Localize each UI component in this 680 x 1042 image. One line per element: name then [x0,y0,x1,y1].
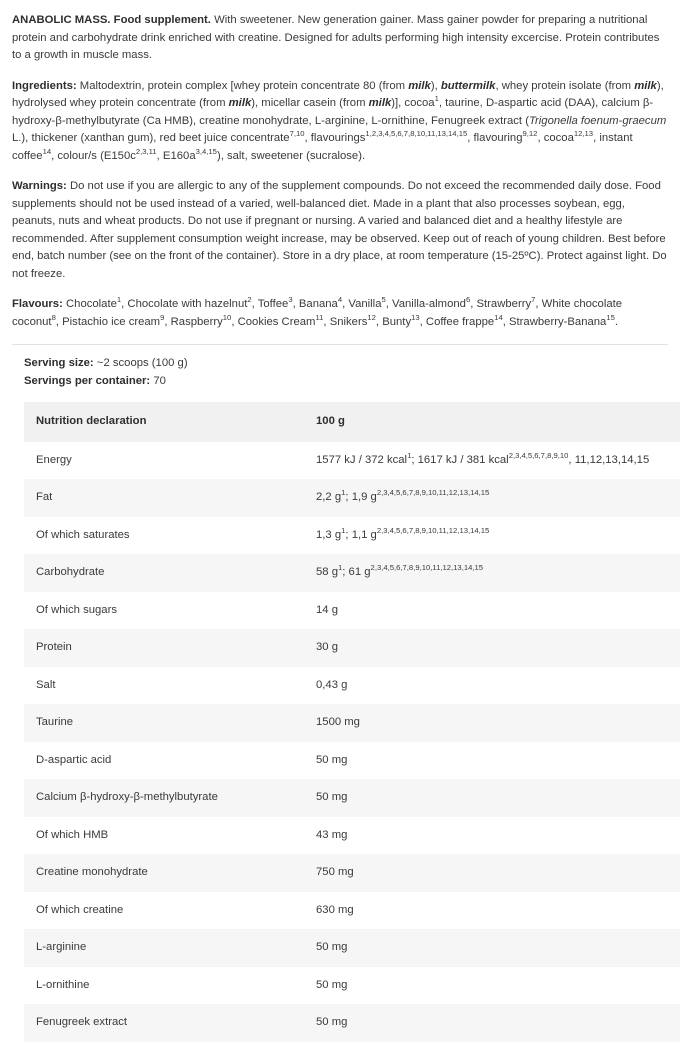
product-title: ANABOLIC MASS. Food supplement. [12,14,211,26]
nutrient-name: Of which sugars [36,603,117,616]
nutrient-name: Calcium β-hydroxy-β-methylbutyrate [36,791,218,803]
nutrient-name: L-arginine [36,941,87,953]
nutrient-value: 750 mg [316,866,354,878]
nutrient-name: Carbohydrate [36,566,105,578]
column-header-nutrient: Nutrition declaration [24,402,304,442]
nutrition-table [24,402,680,1042]
table-row [24,517,680,555]
nutrient-value: 50 mg [316,791,348,803]
table-row [24,854,680,892]
nutrient-name: Taurine [36,716,74,728]
flavours-label: Flavours: [12,298,63,310]
nutrient-name: Creatine monohydrate [36,866,148,878]
table-row [24,779,680,817]
table-row [24,479,680,517]
table-row [24,817,680,855]
nutrient-value: 630 mg [316,903,354,916]
table-row [24,742,680,780]
warnings-text: Do not use if you are allergic to any of the supplement compounds. Do not exceed the recommended daily dose. Food supplements should not be used instead of a varied, well-balanced diet. Made in a plant that also processes soybean, egg, peanuts, nuts and wheat products. Do not use if pregnant or nursing. A varied and balanced diet and a healthy lifestyle are recommended. After supplement consumption weight increase, may be observed. Keep out of reach of young children. Best before end, batch number (see on the front of the container). Store in a dry place, at room temperature (15-25ºC). Protect against light. Do not freeze. [12,180,667,280]
nutrient-value: 14 g [316,603,338,616]
nutrient-name: Fat [36,491,53,503]
nutrient-value: 50 mg [316,941,348,953]
nutrient-name: Of which saturates [36,528,130,541]
nutrient-value: 50 mg [316,1016,348,1028]
intro-paragraph [12,12,668,65]
warnings-paragraph [12,178,668,283]
nutrient-value: 1500 mg [316,716,360,728]
nutrient-value: 50 mg [316,978,348,991]
nutrient-name: Protein [36,641,72,653]
serving-size-label: Serving size: [24,357,94,369]
nutrient-value: 30 g [316,641,338,653]
nutrient-name: D-aspartic acid [36,753,112,766]
column-header-per-100g: 100 g [304,402,680,442]
servings-per-container-value: 70 [150,374,166,387]
nutrient-value: 0,43 g [316,678,348,691]
table-row [24,667,680,705]
serving-size-line [24,355,656,373]
intro-text: With sweetener. New generation gainer. Mass gainer powder for preparing a nutritional protein and carbohydrate drink enriched with creatine. Designed for adults performing high intensity excercise. Protein contributes to a growth in muscle mass. [12,14,660,61]
table-row [24,554,680,592]
nutrient-name: Energy [36,453,72,466]
nutrient-name: Salt [36,678,56,691]
flavours-paragraph [12,296,668,331]
table-row [24,967,680,1005]
nutrient-name: Fenugreek extract [36,1016,128,1028]
warnings-label: Warnings: [12,180,67,192]
nutrient-value: 2,2 $g^1$; 1,9 $g^{2,3,4,5,6,7,8,9,10,11,12,13,14,15}$ [316,488,490,503]
ingredients-paragraph [12,78,668,166]
nutrient-value: 58 $g^1$; 61 $g^{2,3,4,5,6,7,8,9,10,11,12,13,14,15}$ [316,563,484,578]
servings-per-container-label: Servings per container: [24,374,151,387]
table-header-row [24,402,680,442]
nutrient-value: 1,3 $g^1$; 1,1 $g^{2,3,4,5,6,7,8,9,10,11,12,13,14,15}$ [316,525,490,541]
servings-per-container-line [24,373,656,391]
nutrient-name: Of which creatine [36,903,124,916]
table-row [24,704,680,742]
table-row [24,929,680,967]
nutrient-value: 1577 kJ / 372 kcal$^1$; 1617 kJ / 381 kcal$^{2,3,4,5,6,7,8,9,10}$, 11,12,13,14,15 [316,450,650,466]
serving-size-value: ~2 scoops (100 g) [93,357,188,369]
table-row [24,592,680,630]
nutrient-name: Of which HMB [36,828,109,841]
serving-info [12,344,668,398]
table-row [24,442,680,480]
ingredients-text: Maltodextrin, protein complex [whey protein concentrate 80 (from milk), buttermilk, whey protein isolate (from milk), hydrolysed whey protein concentrate (from milk), micellar casein (from milk)], cocoa$^1$, taurine, D-aspartic acid (DAA), calcium β-hydroxy-β-methylbutyrate (Ca HMB), creatine monohydrate, L-arginine, L-ornithine, Fenugreek extract (Trigonella foenum-graecum L.), thickener (xanthan gum), red beet juice concentrate$^{7,10}$, flavourings$^{1,2,3,4,5,6,7,8,10,11,13,14,15}$, flavouring$^{9,12}$, cocoa$^{12,13}$, instant coffee$^{14}$, colour/s ($E150c^{2,3,11}$, $E160a^{3,4,15}$), salt, sweetener (sucralose). [12,79,667,162]
table-row [24,892,680,930]
table-row [24,1004,680,1042]
nutrient-name: L-ornithine [36,978,90,991]
flavours-text: Chocolate$^1$, Chocolate with hazelnut$^2$, Toffee$^3$, Banana$^4$, Vanilla$^5$, Vanilla-almond$^6$, Strawberry$^7$, White chocolate coconut$^8$, Pistachio ice cream$^9$, Raspberry$^{10}$, Cookies Cream$^{11}$, Snikers$^{12}$, Bunty$^{13}$, Coffee frappe$^{14}$, Strawberry-Banana$^{15}$. [12,295,623,328]
ingredients-label: Ingredients: [12,79,77,92]
nutrition-table-body [24,442,680,1042]
nutrient-value: 50 mg [316,753,348,766]
table-row [24,629,680,667]
nutrient-value: 43 mg [316,828,348,841]
